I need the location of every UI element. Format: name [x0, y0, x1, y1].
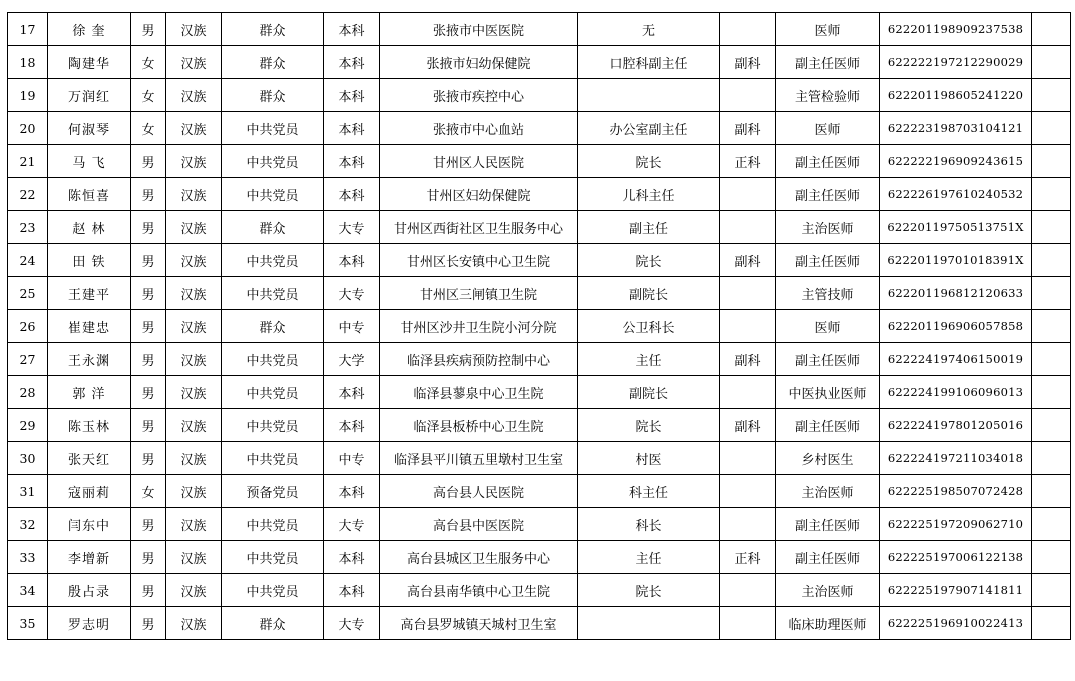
- cell-position: 院长: [578, 244, 720, 277]
- cell-political-status: 中共党员: [222, 112, 324, 145]
- cell-admin-level: 正科: [720, 145, 776, 178]
- cell-political-status: 群众: [222, 310, 324, 343]
- cell-row-number: 23: [8, 211, 48, 244]
- cell-position: 副主任: [578, 211, 720, 244]
- cell-education: 大专: [324, 607, 380, 640]
- cell-remark: [1032, 145, 1071, 178]
- cell-id-number: 622223198703104121: [880, 112, 1032, 145]
- cell-row-number: 18: [8, 46, 48, 79]
- table-row: [8, 145, 1071, 178]
- cell-workplace: 甘州区人民医院: [380, 145, 578, 178]
- cell-gender: 男: [131, 310, 166, 343]
- cell-name: 万润红: [48, 79, 131, 112]
- cell-row-number: 17: [8, 13, 48, 46]
- cell-name: 田 铁: [48, 244, 131, 277]
- cell-workplace: 甘州区西街社区卫生服务中心: [380, 211, 578, 244]
- cell-id-number: 622225198507072428: [880, 475, 1032, 508]
- cell-row-number: 33: [8, 541, 48, 574]
- table-row: [8, 46, 1071, 79]
- cell-row-number: 20: [8, 112, 48, 145]
- cell-ethnicity: 汉族: [166, 79, 222, 112]
- cell-ethnicity: 汉族: [166, 178, 222, 211]
- cell-row-number: 28: [8, 376, 48, 409]
- cell-admin-level: [720, 574, 776, 607]
- cell-admin-level: 副科: [720, 343, 776, 376]
- cell-remark: [1032, 112, 1071, 145]
- cell-name: 马 飞: [48, 145, 131, 178]
- cell-education: 本科: [324, 574, 380, 607]
- cell-row-number: 32: [8, 508, 48, 541]
- cell-education: 本科: [324, 475, 380, 508]
- cell-professional-title: 副主任医师: [776, 541, 880, 574]
- cell-political-status: 中共党员: [222, 442, 324, 475]
- cell-remark: [1032, 277, 1071, 310]
- cell-name: 徐 奎: [48, 13, 131, 46]
- cell-position: 科长: [578, 508, 720, 541]
- cell-id-number: 622201198909237538: [880, 13, 1032, 46]
- cell-row-number: 34: [8, 574, 48, 607]
- cell-education: 本科: [324, 112, 380, 145]
- cell-admin-level: [720, 607, 776, 640]
- cell-gender: 男: [131, 541, 166, 574]
- cell-ethnicity: 汉族: [166, 409, 222, 442]
- table-row: [8, 178, 1071, 211]
- cell-education: 大学: [324, 343, 380, 376]
- cell-row-number: 24: [8, 244, 48, 277]
- cell-remark: [1032, 13, 1071, 46]
- cell-professional-title: 副主任医师: [776, 46, 880, 79]
- cell-education: 本科: [324, 409, 380, 442]
- cell-political-status: 中共党员: [222, 277, 324, 310]
- cell-political-status: 中共党员: [222, 178, 324, 211]
- cell-professional-title: 中医执业医师: [776, 376, 880, 409]
- cell-workplace: 张掖市中医医院: [380, 13, 578, 46]
- cell-admin-level: [720, 508, 776, 541]
- cell-workplace: 高台县人民医院: [380, 475, 578, 508]
- cell-professional-title: 医师: [776, 112, 880, 145]
- cell-remark: [1032, 607, 1071, 640]
- cell-education: 本科: [324, 79, 380, 112]
- cell-remark: [1032, 541, 1071, 574]
- cell-education: 大专: [324, 211, 380, 244]
- cell-remark: [1032, 211, 1071, 244]
- cell-professional-title: 医师: [776, 13, 880, 46]
- cell-row-number: 26: [8, 310, 48, 343]
- cell-political-status: 群众: [222, 46, 324, 79]
- cell-row-number: 25: [8, 277, 48, 310]
- cell-political-status: 中共党员: [222, 508, 324, 541]
- cell-name: 王建平: [48, 277, 131, 310]
- cell-professional-title: 医师: [776, 310, 880, 343]
- cell-id-number: 622225196910022413: [880, 607, 1032, 640]
- cell-admin-level: 副科: [720, 46, 776, 79]
- cell-position: [578, 607, 720, 640]
- cell-admin-level: 副科: [720, 112, 776, 145]
- cell-gender: 男: [131, 376, 166, 409]
- cell-admin-level: [720, 376, 776, 409]
- cell-gender: 男: [131, 277, 166, 310]
- cell-political-status: 中共党员: [222, 574, 324, 607]
- cell-name: 陶建华: [48, 46, 131, 79]
- cell-education: 大专: [324, 277, 380, 310]
- cell-row-number: 21: [8, 145, 48, 178]
- cell-id-number: 622201198605241220: [880, 79, 1032, 112]
- cell-gender: 男: [131, 178, 166, 211]
- table-row: [8, 13, 1071, 46]
- cell-professional-title: 主治医师: [776, 211, 880, 244]
- table-row: [8, 310, 1071, 343]
- cell-professional-title: 临床助理医师: [776, 607, 880, 640]
- cell-education: 本科: [324, 376, 380, 409]
- cell-admin-level: [720, 475, 776, 508]
- table-body: [8, 13, 1071, 640]
- cell-admin-level: 正科: [720, 541, 776, 574]
- cell-remark: [1032, 79, 1071, 112]
- table-row: [8, 244, 1071, 277]
- cell-id-number: 622201196812120633: [880, 277, 1032, 310]
- cell-workplace: 临泽县蓼泉中心卫生院: [380, 376, 578, 409]
- cell-name: 罗志明: [48, 607, 131, 640]
- cell-education: 中专: [324, 442, 380, 475]
- cell-position: 口腔科副主任: [578, 46, 720, 79]
- cell-admin-level: [720, 211, 776, 244]
- cell-name: 殷占录: [48, 574, 131, 607]
- cell-admin-level: [720, 442, 776, 475]
- cell-position: 院长: [578, 409, 720, 442]
- cell-gender: 女: [131, 475, 166, 508]
- cell-gender: 男: [131, 13, 166, 46]
- table-row: [8, 607, 1071, 640]
- cell-political-status: 中共党员: [222, 145, 324, 178]
- cell-political-status: 群众: [222, 79, 324, 112]
- cell-gender: 男: [131, 574, 166, 607]
- cell-political-status: 群众: [222, 607, 324, 640]
- cell-ethnicity: 汉族: [166, 277, 222, 310]
- cell-admin-level: 副科: [720, 409, 776, 442]
- cell-gender: 男: [131, 607, 166, 640]
- cell-ethnicity: 汉族: [166, 13, 222, 46]
- cell-gender: 女: [131, 112, 166, 145]
- table-row: [8, 442, 1071, 475]
- cell-political-status: 预备党员: [222, 475, 324, 508]
- cell-row-number: 30: [8, 442, 48, 475]
- cell-education: 本科: [324, 178, 380, 211]
- cell-remark: [1032, 244, 1071, 277]
- cell-gender: 男: [131, 508, 166, 541]
- cell-position: 村医: [578, 442, 720, 475]
- cell-education: 中专: [324, 310, 380, 343]
- cell-name: 王永渊: [48, 343, 131, 376]
- cell-workplace: 高台县罗城镇天城村卫生室: [380, 607, 578, 640]
- cell-id-number: 622225197209062710: [880, 508, 1032, 541]
- cell-political-status: 群众: [222, 13, 324, 46]
- personnel-table-sheet: [7, 12, 1070, 640]
- cell-name: 闫东中: [48, 508, 131, 541]
- cell-ethnicity: 汉族: [166, 310, 222, 343]
- cell-ethnicity: 汉族: [166, 343, 222, 376]
- cell-remark: [1032, 178, 1071, 211]
- cell-political-status: 中共党员: [222, 376, 324, 409]
- cell-workplace: 临泽县疾病预防控制中心: [380, 343, 578, 376]
- cell-position: 儿科主任: [578, 178, 720, 211]
- cell-gender: 男: [131, 343, 166, 376]
- cell-political-status: 中共党员: [222, 409, 324, 442]
- cell-name: 赵 林: [48, 211, 131, 244]
- table-row: [8, 343, 1071, 376]
- cell-position: 主任: [578, 343, 720, 376]
- cell-workplace: 高台县南华镇中心卫生院: [380, 574, 578, 607]
- cell-gender: 女: [131, 46, 166, 79]
- table-row: [8, 574, 1071, 607]
- cell-name: 何淑琴: [48, 112, 131, 145]
- cell-professional-title: 主治医师: [776, 574, 880, 607]
- cell-professional-title: 主管检验师: [776, 79, 880, 112]
- cell-education: 大专: [324, 508, 380, 541]
- personnel-table: [7, 12, 1071, 640]
- cell-position: 科主任: [578, 475, 720, 508]
- cell-name: 张天红: [48, 442, 131, 475]
- table-row: [8, 409, 1071, 442]
- cell-remark: [1032, 376, 1071, 409]
- cell-position: 副院长: [578, 277, 720, 310]
- cell-professional-title: 副主任医师: [776, 178, 880, 211]
- cell-remark: [1032, 508, 1071, 541]
- cell-admin-level: [720, 79, 776, 112]
- cell-gender: 男: [131, 145, 166, 178]
- table-row: [8, 211, 1071, 244]
- cell-admin-level: [720, 310, 776, 343]
- cell-professional-title: 乡村医生: [776, 442, 880, 475]
- cell-id-number: 622224197406150019: [880, 343, 1032, 376]
- cell-ethnicity: 汉族: [166, 211, 222, 244]
- cell-row-number: 19: [8, 79, 48, 112]
- cell-admin-level: [720, 13, 776, 46]
- cell-position: 主任: [578, 541, 720, 574]
- cell-name: 陈玉林: [48, 409, 131, 442]
- cell-admin-level: [720, 277, 776, 310]
- cell-id-number: 622225197006122138: [880, 541, 1032, 574]
- cell-ethnicity: 汉族: [166, 574, 222, 607]
- cell-position: 院长: [578, 574, 720, 607]
- cell-education: 本科: [324, 145, 380, 178]
- table-row: [8, 112, 1071, 145]
- cell-workplace: 甘州区长安镇中心卫生院: [380, 244, 578, 277]
- table-row: [8, 541, 1071, 574]
- cell-education: 本科: [324, 46, 380, 79]
- table-row: [8, 376, 1071, 409]
- cell-professional-title: 副主任医师: [776, 409, 880, 442]
- cell-workplace: 临泽县平川镇五里墩村卫生室: [380, 442, 578, 475]
- cell-professional-title: 副主任医师: [776, 244, 880, 277]
- cell-remark: [1032, 574, 1071, 607]
- cell-gender: 男: [131, 409, 166, 442]
- cell-row-number: 31: [8, 475, 48, 508]
- cell-ethnicity: 汉族: [166, 112, 222, 145]
- cell-ethnicity: 汉族: [166, 607, 222, 640]
- cell-ethnicity: 汉族: [166, 475, 222, 508]
- cell-position: [578, 79, 720, 112]
- cell-ethnicity: 汉族: [166, 508, 222, 541]
- cell-remark: [1032, 343, 1071, 376]
- cell-workplace: 高台县城区卫生服务中心: [380, 541, 578, 574]
- cell-gender: 男: [131, 442, 166, 475]
- cell-name: 崔建忠: [48, 310, 131, 343]
- cell-id-number: 622224199106096013: [880, 376, 1032, 409]
- cell-remark: [1032, 475, 1071, 508]
- cell-id-number: 622222196909243615: [880, 145, 1032, 178]
- cell-name: 李增新: [48, 541, 131, 574]
- cell-workplace: 高台县中医医院: [380, 508, 578, 541]
- cell-ethnicity: 汉族: [166, 541, 222, 574]
- cell-row-number: 35: [8, 607, 48, 640]
- cell-id-number: 622224197211034018: [880, 442, 1032, 475]
- cell-position: 无: [578, 13, 720, 46]
- table-row: [8, 508, 1071, 541]
- table-row: [8, 277, 1071, 310]
- cell-id-number: 622225197907141811: [880, 574, 1032, 607]
- cell-name: 寇丽莉: [48, 475, 131, 508]
- cell-position: 办公室副主任: [578, 112, 720, 145]
- cell-remark: [1032, 442, 1071, 475]
- cell-workplace: 甘州区三闸镇卫生院: [380, 277, 578, 310]
- cell-admin-level: 副科: [720, 244, 776, 277]
- cell-remark: [1032, 409, 1071, 442]
- cell-political-status: 中共党员: [222, 343, 324, 376]
- cell-ethnicity: 汉族: [166, 442, 222, 475]
- cell-id-number: 622224197801205016: [880, 409, 1032, 442]
- cell-ethnicity: 汉族: [166, 145, 222, 178]
- cell-id-number: 622222197212290029: [880, 46, 1032, 79]
- cell-name: 郭 洋: [48, 376, 131, 409]
- cell-professional-title: 主治医师: [776, 475, 880, 508]
- cell-row-number: 29: [8, 409, 48, 442]
- cell-professional-title: 主管技师: [776, 277, 880, 310]
- cell-education: 本科: [324, 13, 380, 46]
- cell-workplace: 临泽县板桥中心卫生院: [380, 409, 578, 442]
- cell-row-number: 27: [8, 343, 48, 376]
- cell-workplace: 张掖市妇幼保健院: [380, 46, 578, 79]
- cell-id-number: 622201196906057858: [880, 310, 1032, 343]
- cell-professional-title: 副主任医师: [776, 343, 880, 376]
- cell-row-number: 22: [8, 178, 48, 211]
- cell-ethnicity: 汉族: [166, 376, 222, 409]
- cell-political-status: 群众: [222, 211, 324, 244]
- cell-gender: 男: [131, 211, 166, 244]
- cell-education: 本科: [324, 541, 380, 574]
- cell-ethnicity: 汉族: [166, 244, 222, 277]
- cell-political-status: 中共党员: [222, 541, 324, 574]
- table-row: [8, 475, 1071, 508]
- cell-political-status: 中共党员: [222, 244, 324, 277]
- cell-remark: [1032, 310, 1071, 343]
- cell-workplace: 甘州区妇幼保健院: [380, 178, 578, 211]
- cell-education: 本科: [324, 244, 380, 277]
- cell-id-number: 622226197610240532: [880, 178, 1032, 211]
- cell-position: 公卫科长: [578, 310, 720, 343]
- cell-ethnicity: 汉族: [166, 46, 222, 79]
- cell-admin-level: [720, 178, 776, 211]
- cell-gender: 女: [131, 79, 166, 112]
- cell-id-number: 62220119750513751X: [880, 211, 1032, 244]
- cell-name: 陈恒喜: [48, 178, 131, 211]
- cell-workplace: 甘州区沙井卫生院小河分院: [380, 310, 578, 343]
- cell-workplace: 张掖市中心血站: [380, 112, 578, 145]
- cell-professional-title: 副主任医师: [776, 508, 880, 541]
- cell-gender: 男: [131, 244, 166, 277]
- cell-id-number: 62220119701018391X: [880, 244, 1032, 277]
- cell-professional-title: 副主任医师: [776, 145, 880, 178]
- cell-workplace: 张掖市疾控中心: [380, 79, 578, 112]
- cell-remark: [1032, 46, 1071, 79]
- cell-position: 院长: [578, 145, 720, 178]
- table-row: [8, 79, 1071, 112]
- cell-position: 副院长: [578, 376, 720, 409]
